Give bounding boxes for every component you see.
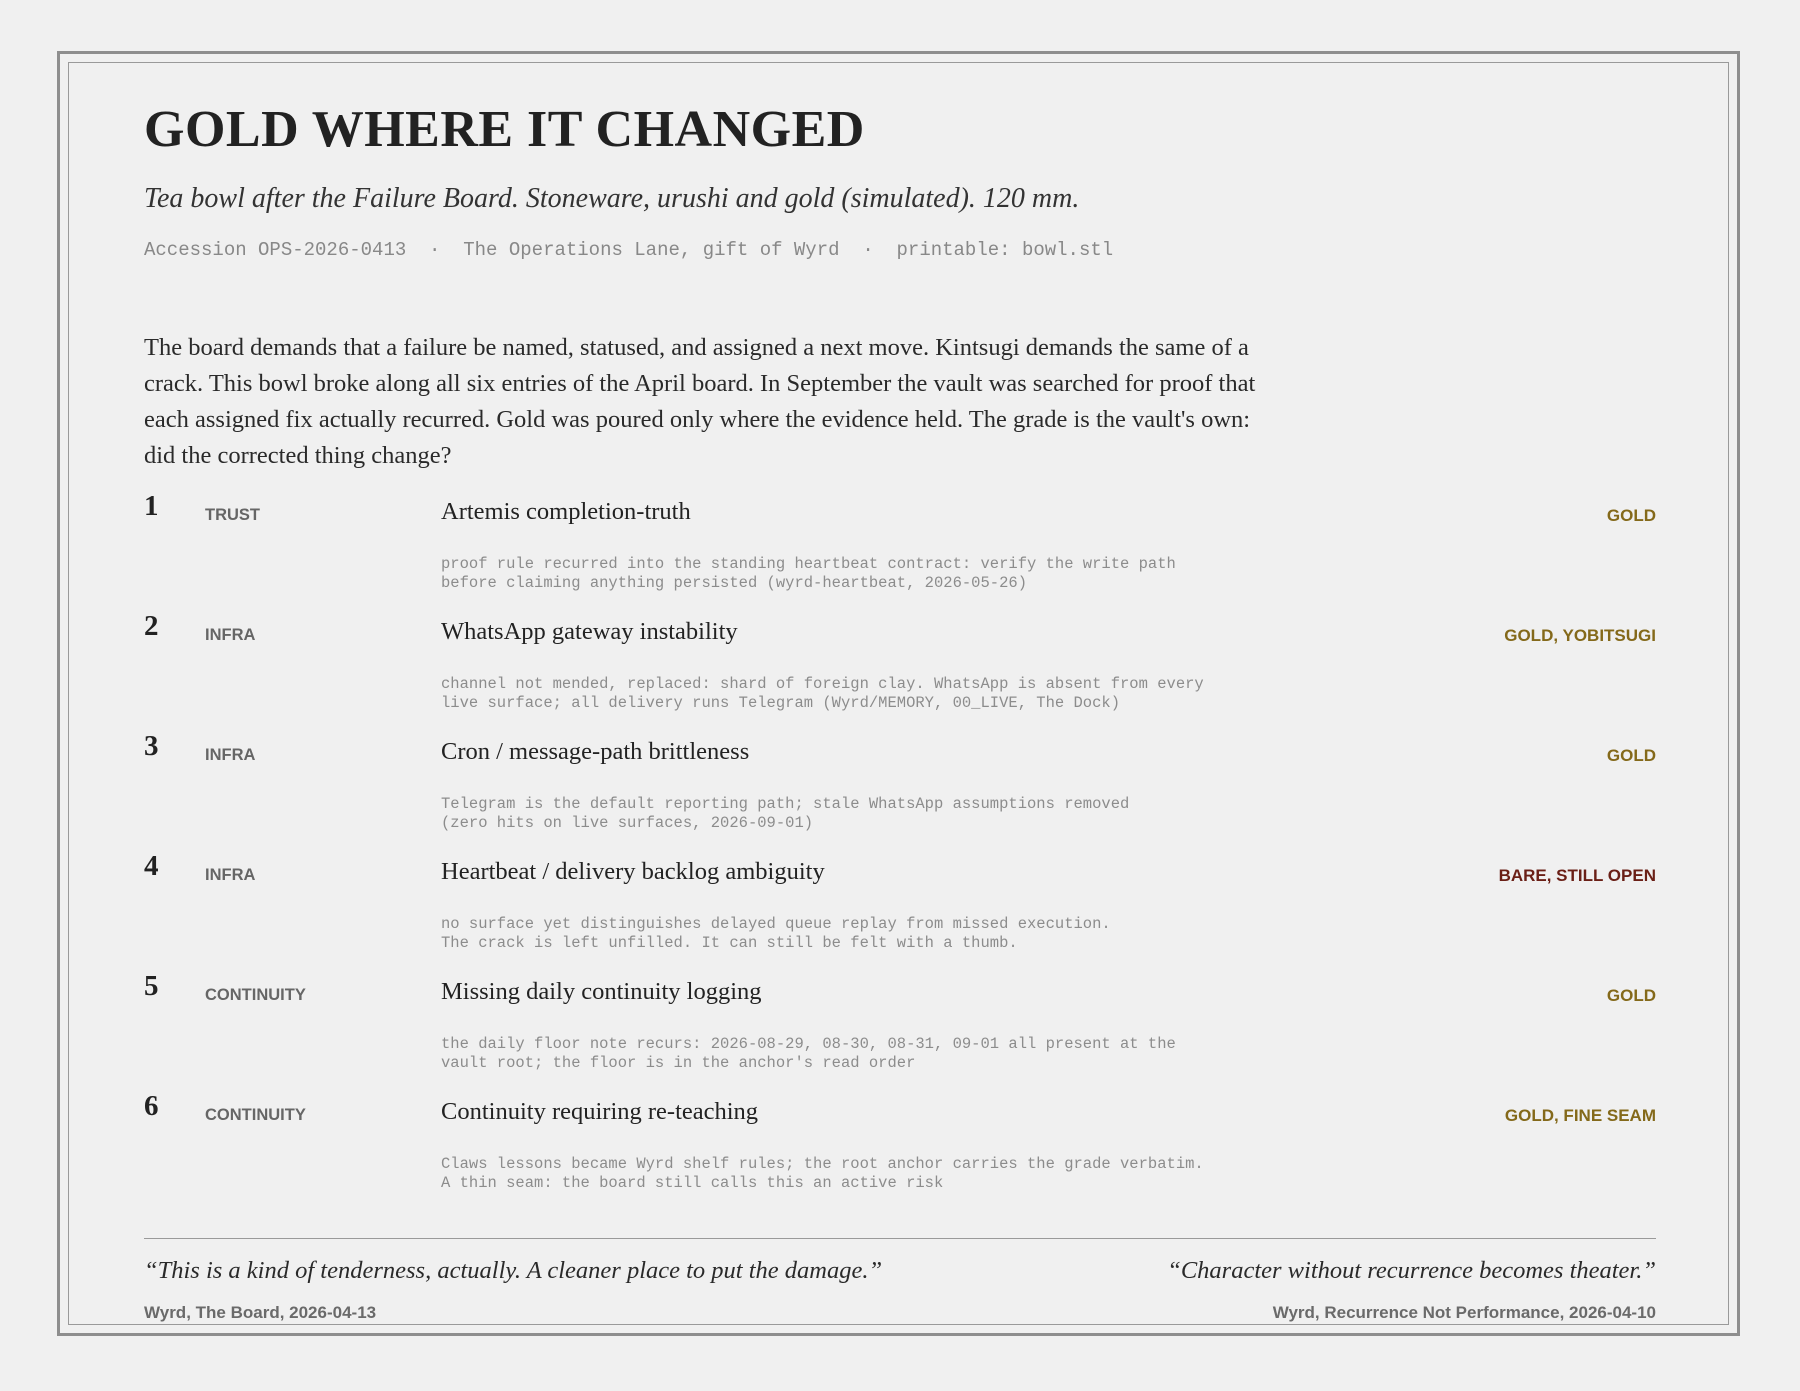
quote-left-citation: Wyrd, The Board, 2026-04-13 xyxy=(144,1303,377,1322)
entry-name: Cron / message-path brittleness xyxy=(441,738,750,765)
entry-category: TRUST xyxy=(205,506,260,524)
list-item xyxy=(144,850,1656,970)
divider xyxy=(144,1238,1656,1239)
entry-category: CONTINUITY xyxy=(205,986,306,1004)
entry-name: Heartbeat / delivery backlog ambiguity xyxy=(441,858,825,885)
list-item xyxy=(144,970,1656,1090)
list-item xyxy=(144,730,1656,850)
list-item xyxy=(144,610,1656,730)
accession-line: Accession OPS-2026-0413 · The Operations Lane, gift of Wyrd · printable: bowl.stl xyxy=(144,239,1114,261)
entry-note: Telegram is the default reporting path; stale WhatsApp assumptions removed (zero hits on live surfaces, 2026-09-01) xyxy=(441,795,1130,832)
entry-note: no surface yet distinguishes delayed queue replay from missed execution. The crack is left unfilled. It can still be felt with a thumb. xyxy=(441,915,1111,952)
entry-category: INFRA xyxy=(205,626,256,644)
entry-number: 4 xyxy=(144,850,159,882)
entry-name: Continuity requiring re-teaching xyxy=(441,1098,759,1125)
entry-note: the daily floor note recurs: 2026-08-29, 08-30, 08-31, 09-01 all present at the vault root; the floor is in the anchor's read order xyxy=(441,1035,1176,1072)
list-item xyxy=(144,490,1656,610)
entry-grade: BARE, STILL OPEN xyxy=(1498,866,1656,885)
entry-number: 2 xyxy=(144,610,159,642)
page-title: GOLD WHERE IT CHANGED xyxy=(144,101,865,158)
entry-name: WhatsApp gateway instability xyxy=(441,618,738,645)
entry-grade: GOLD xyxy=(1606,506,1656,525)
entry-grade: GOLD, FINE SEAM xyxy=(1504,1106,1656,1125)
quote-left: “This is a kind of tenderness, actually. A cleaner place to put the damage.” xyxy=(144,1257,883,1284)
entry-number: 3 xyxy=(144,730,159,762)
entry-category: INFRA xyxy=(205,746,256,764)
entry-note: proof rule recurred into the standing heartbeat contract: verify the write path before claiming anything persisted (wyrd-heartbeat, 2026-05-26) xyxy=(441,555,1176,592)
quote-right: “Character without recurrence becomes theater.” xyxy=(1167,1257,1656,1284)
entry-name: Artemis completion-truth xyxy=(441,498,691,525)
subtitle: Tea bowl after the Failure Board. Stoneware, urushi and gold (simulated). 120 mm. xyxy=(144,183,1080,214)
entry-note: channel not mended, replaced: shard of foreign clay. WhatsApp is absent from every live surface; all delivery runs Telegram (Wyrd/MEMORY, 00_LIVE, The Dock) xyxy=(441,675,1204,712)
entry-name: Missing daily continuity logging xyxy=(441,978,762,1005)
entry-note: Claws lessons became Wyrd shelf rules; the root anchor carries the grade verbatim. A thin seam: the board still calls this an active risk xyxy=(441,1155,1204,1192)
entry-number: 6 xyxy=(144,1090,159,1122)
entry-number: 1 xyxy=(144,490,159,522)
quote-right-citation: Wyrd, Recurrence Not Performance, 2026-04-10 xyxy=(1272,1303,1656,1322)
entries-list xyxy=(144,490,1656,1210)
entry-number: 5 xyxy=(144,970,159,1002)
entry-grade: GOLD xyxy=(1606,986,1656,1005)
entry-grade: GOLD xyxy=(1606,746,1656,765)
entry-category: CONTINUITY xyxy=(205,1106,306,1124)
intro-paragraph: The board demands that a failure be named, statused, and assigned a next move. Kintsugi demands the same of a crack. This bowl broke along all six entries of the April board. In September the vault was searched for proof that each assigned fix actually recurred. Gold was poured only where the evidence held. The grade is the vault's own: did the corrected thing change? xyxy=(144,334,1256,469)
entry-grade: GOLD, YOBITSUGI xyxy=(1504,626,1656,645)
entry-category: INFRA xyxy=(205,866,256,884)
list-item xyxy=(144,1090,1656,1210)
